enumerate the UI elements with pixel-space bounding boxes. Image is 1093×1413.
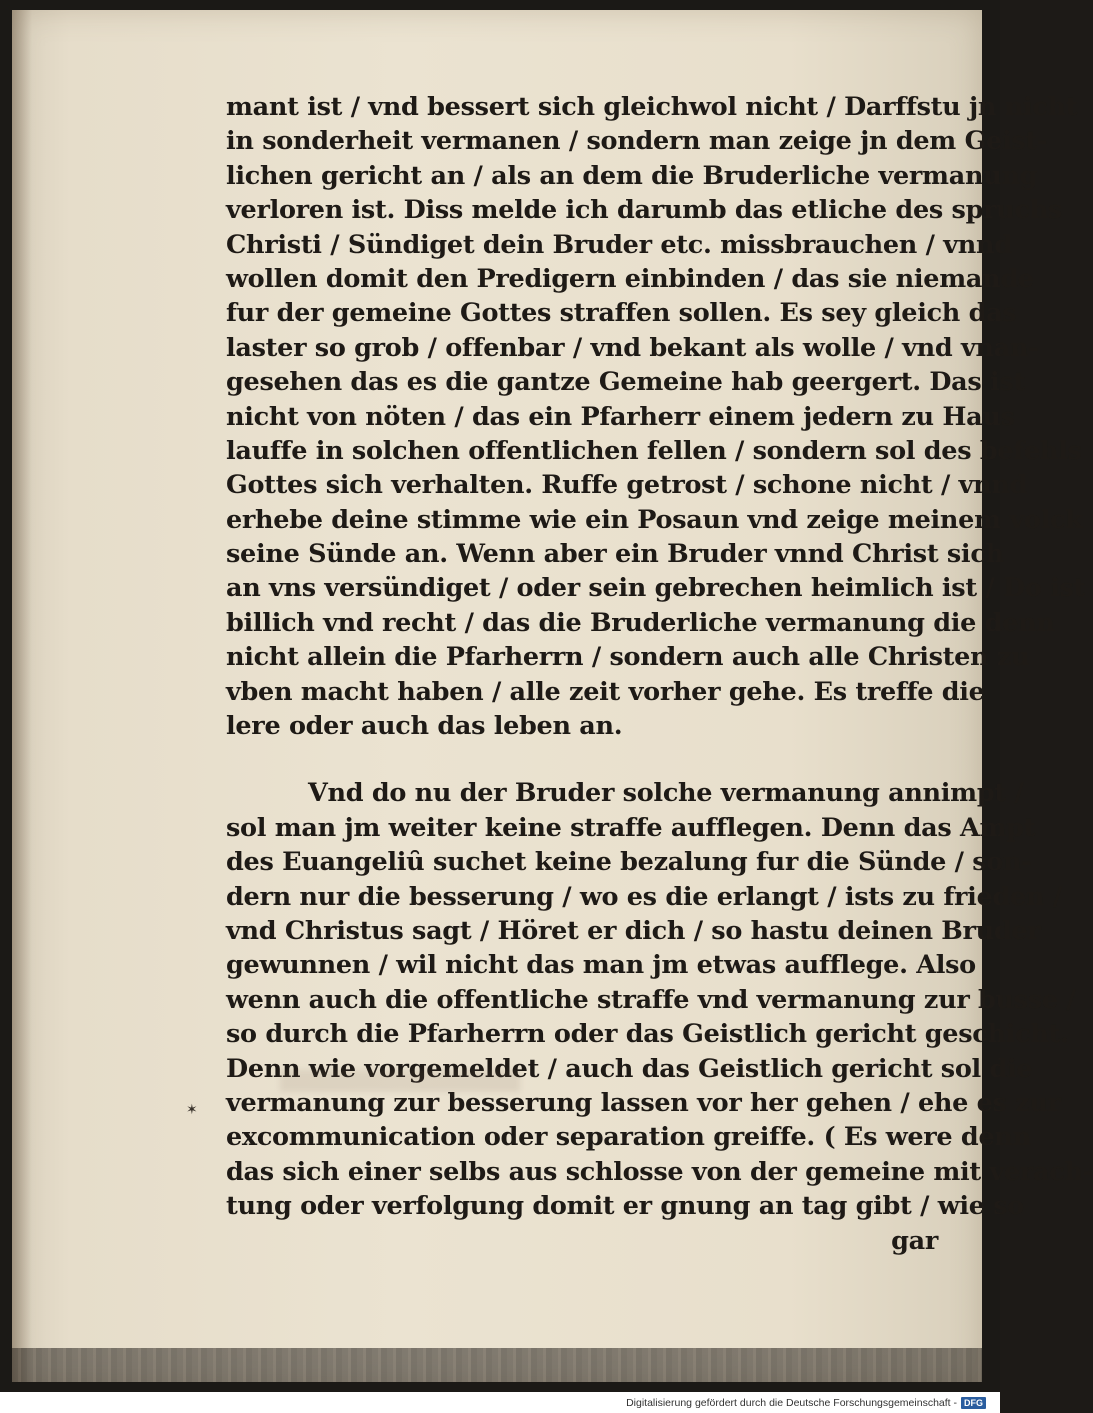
text-line: an vns versündiget / oder sein gebrechen heimlich ist / Do ist xyxy=(226,573,1086,604)
text-line: seine Sünde an. Wenn aber ein Bruder vnnd Christ sich xyxy=(226,539,1004,570)
text-line: wenn auch die offentliche straffe vnd vermanung zur busse / xyxy=(226,984,1076,1015)
text-line: Vnd do nu der Bruder solche vermanung annimpt / xyxy=(308,778,1024,809)
text-line: nicht von nöten / das ein Pfarherr einem jedern zu Haus xyxy=(226,401,1015,432)
ink-speck: ✶ xyxy=(186,1102,198,1118)
text-line: in sonderheit vermanen / sondern man zeige jn dem Geist- xyxy=(226,126,1048,157)
gutter-shadow xyxy=(12,10,32,1382)
page-edge xyxy=(12,1348,982,1382)
text-line: so durch die Pfarherrn oder das Geistlich gericht geschicht. xyxy=(226,1019,1069,1050)
text-line: das sich einer selbs aus schlosse von der gemeine mit verach- xyxy=(226,1156,1093,1187)
text-line: sol man jm weiter keine straffe aufflegen. Denn das Ampt xyxy=(226,812,1036,843)
text-line: tung oder verfolgung domit er gnung an tag gibt / wie so xyxy=(226,1191,1025,1222)
text-line: gesehen das es die gantze Gemeine hab geergert. Das ist xyxy=(226,367,1025,398)
catchword: gar xyxy=(891,1225,938,1256)
text-line: excommunication oder separation greiffe. ( Es were denn xyxy=(226,1122,1031,1153)
text-line: billich vnd recht / das die Bruderliche vermanung die denn xyxy=(226,607,1055,638)
text-line: Gottes sich verhalten. Ruffe getrost / schone nicht / vnnd xyxy=(226,470,1028,501)
paragraph-gap xyxy=(226,743,938,776)
text-line: nicht allein die Pfarherrn / sondern auch alle Christen zu xyxy=(226,642,1030,673)
dfg-logo: DFG xyxy=(961,1397,986,1409)
text-line: vermanung zur besserung lassen vor her gehen / ehe es zur xyxy=(226,1087,1061,1118)
text-line: Christi / Sündiget dein Bruder etc. missbrauchen / vnnd xyxy=(226,229,1012,260)
text-line: lichen gericht an / als an dem die Bruderliche vermanung xyxy=(226,160,1038,191)
digitization-footer xyxy=(0,1392,1000,1413)
text-line: gewunnen / wil nicht das man jm etwas aufflege. Also xyxy=(226,950,976,981)
text-line: wollen domit den Predigern einbinden / das sie niemande xyxy=(226,263,1034,294)
text-line: vnd Christus sagt / Höret er dich / so hastu deinen Bruder xyxy=(226,915,1041,946)
text-line: lere oder auch das leben an. xyxy=(226,711,623,742)
text-line: mant ist / vnd bessert sich gleichwol nicht / Darffstu jn nicht xyxy=(226,92,1078,122)
text-line: lauffe in solchen offentlichen fellen / sondern sol des befehls xyxy=(226,435,1082,466)
text-line: fur der gemeine Gottes straffen sollen. Es sey gleich das xyxy=(226,298,1017,329)
text-line: erhebe deine stimme wie ein Posaun vnd zeige meinem volck xyxy=(226,504,1083,535)
text-line: vben macht haben / alle zeit vorher gehe. Es treffe die xyxy=(226,676,985,707)
show-through-smudge xyxy=(280,1070,520,1092)
text-line: verloren ist. Diss melde ich darumb das etliche des spruchs xyxy=(226,195,1062,226)
text-line: des Euangeliȗ suchet keine bezalung fur die Sünde / son- xyxy=(226,847,1032,878)
footer-credit: Digitalisierung gefördert durch die Deutsche Forschungsgemeinschaft - xyxy=(626,1396,957,1409)
text-line: Denn wie vorgemeldet / auch das Geistlich gericht sol die xyxy=(226,1053,1033,1084)
text-line: laster so grob / offenbar / vnd bekant als wolle / vnd vnan- xyxy=(226,332,1039,363)
text-line: dern nur die besserung / wo es die erlangt / ists zu frieden / xyxy=(226,881,1062,912)
